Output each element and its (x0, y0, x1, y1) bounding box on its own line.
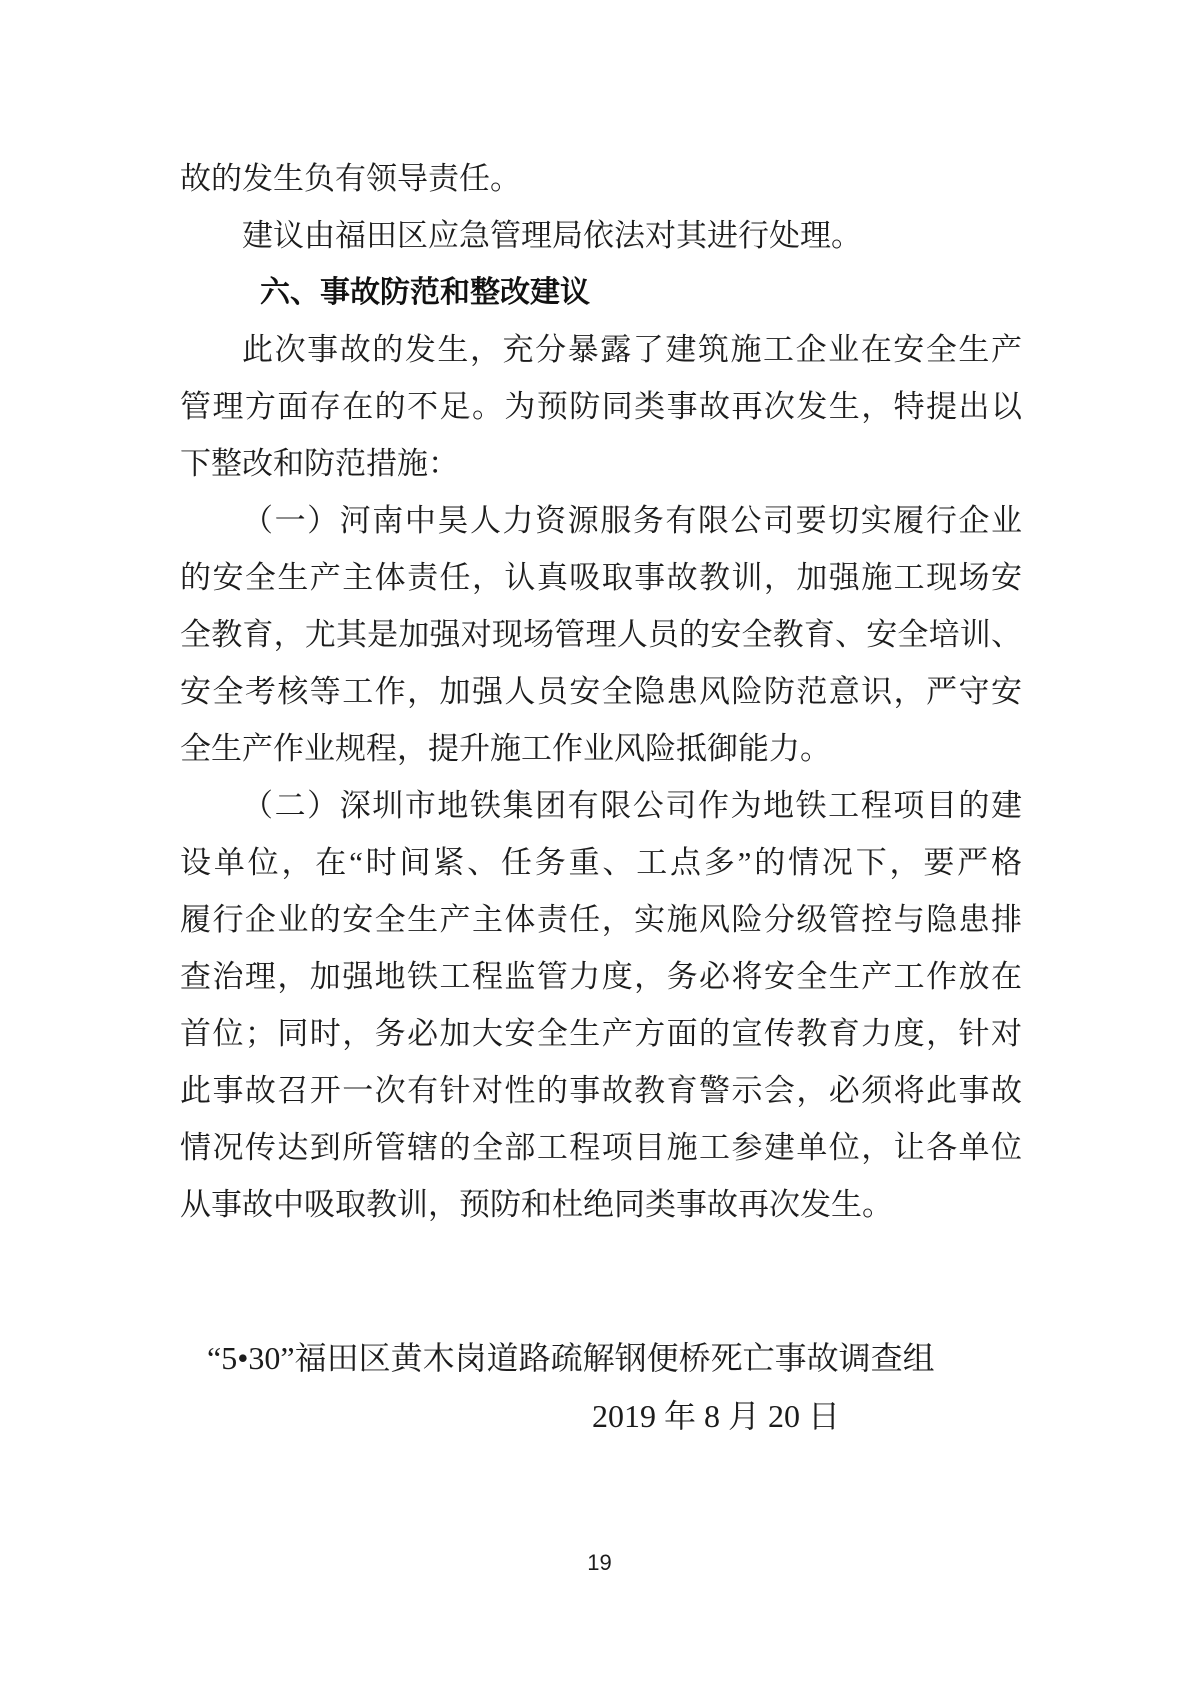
page-number: 19 (587, 1550, 612, 1575)
body-line: 管理方面存在的不足。为预防同类事故再次发生，特提出以 (180, 389, 1022, 424)
body-line: 故的发生负有领导责任。 (180, 161, 521, 196)
body-line: 履行企业的安全生产主体责任，实施风险分级管控与隐患排 (180, 902, 1022, 937)
body-line: 安全考核等工作，加强人员安全隐患风险防范意识，严守安 (180, 674, 1022, 709)
body-line: 从事故中吸取教训，预防和杜绝同类事故再次发生。 (180, 1187, 893, 1222)
body-line: 情况传达到所管辖的全部工程项目施工参建单位，让各单位 (180, 1130, 1022, 1165)
body-line: 下整改和防范措施： (180, 446, 459, 481)
body-line: 设单位，在“时间紧、任务重、工点多”的情况下，要严格 (180, 845, 1022, 880)
signature-line: “5•30”福田区黄木岗道路疏解钢便桥死亡事故调查组 (207, 1340, 935, 1376)
body-line: 此事故召开一次有针对性的事故教育警示会，必须将此事故 (180, 1073, 1022, 1108)
body-line: 首位；同时，务必加大安全生产方面的宣传教育力度，针对 (180, 1016, 1022, 1051)
document-body (180, 150, 1022, 1233)
body-line: 查治理，加强地铁工程监管力度，务必将安全生产工作放在 (180, 959, 1022, 994)
section-heading: 六、事故防范和整改建议 (260, 276, 590, 309)
body-line: 的安全生产主体责任，认真吸取事故教训，加强施工现场安 (180, 560, 1022, 595)
body-line: 全教育，尤其是加强对现场管理人员的安全教育、安全培训、 (180, 617, 1022, 652)
body-line: 建议由福田区应急管理局依法对其进行处理。 (242, 218, 862, 253)
body-line: （二）深圳市地铁集团有限公司作为地铁工程项目的建 (242, 788, 1022, 823)
body-line: （一）河南中昊人力资源服务有限公司要切实履行企业 (242, 503, 1022, 538)
body-line: 此次事故的发生，充分暴露了建筑施工企业在安全生产 (242, 332, 1022, 367)
date-line: 2019 年 8 月 20 日 (592, 1398, 841, 1434)
body-line: 全生产作业规程，提升施工作业风险抵御能力。 (180, 731, 831, 766)
